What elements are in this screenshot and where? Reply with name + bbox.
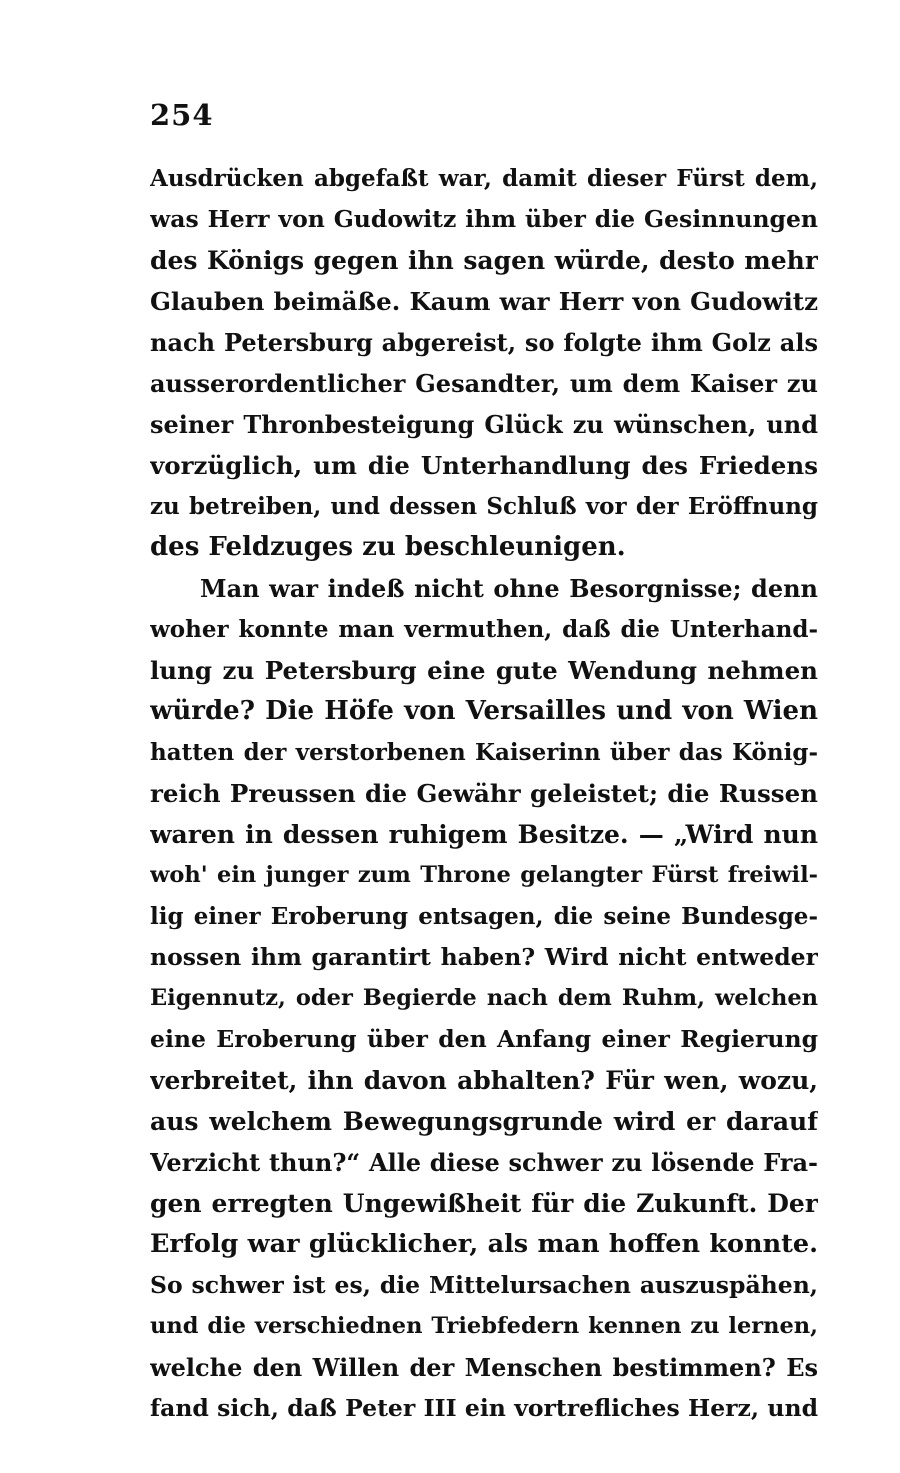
text-line: Ausdrücken abgefaßt war, damit dieser Fürst dem, [150, 165, 818, 192]
text-line: würde? Die Höfe von Versailles und von Wien [150, 696, 818, 726]
text-line: So schwer ist es, die Mittelursachen auszuspähen, [150, 1271, 818, 1299]
text-line: woher konnte man vermuthen, daß die Unterhand- [150, 616, 818, 643]
text-line: hatten der verstorbenen Kaiserinn über das König- [150, 739, 818, 766]
page-number: 254 [150, 98, 214, 132]
text-line: des Feldzuges zu beschleunigen. [150, 532, 626, 562]
text-line: waren in dessen ruhigem Besitze. — „Wird nun [150, 820, 818, 849]
text-line: lig einer Eroberung entsagen, die seine Bundesge- [150, 903, 818, 930]
text-line: des Königs gegen ihn sagen würde, desto mehr [150, 246, 818, 275]
text-line: Verzicht thun?“ Alle diese schwer zu lösende Fra- [150, 1148, 818, 1177]
body-text [150, 158, 818, 1429]
text-line: reich Preussen die Gewähr geleistet; die Russen [150, 779, 818, 808]
text-line: nach Petersburg abgereist, so folgte ihm Golz als [150, 328, 818, 357]
text-line: welche den Willen der Menschen bestimmen? Es [150, 1353, 818, 1382]
text-line: und die verschiednen Triebfedern kennen zu lernen, [150, 1313, 818, 1339]
text-line: zu betreiben, und dessen Schluß vor der Eröffnung [150, 493, 818, 520]
text-line: Glauben beimäße. Kaum war Herr von Gudowitz [150, 287, 818, 316]
text-line: fand sich, daß Peter III ein vortrefliches Herz, und [150, 1394, 818, 1422]
text-line: woh' ein junger zum Throne gelangter Fürst freiwil- [150, 862, 818, 888]
text-line: verbreitet, ihn davon abhalten? Für wen, wozu, [150, 1066, 818, 1095]
text-line: was Herr von Gudowitz ihm über die Gesinnungen [150, 205, 818, 233]
text-line: Erfolg war glücklicher, als man hoffen konnte. [150, 1229, 818, 1259]
text-line: nossen ihm garantirt haben? Wird nicht entweder [150, 943, 818, 971]
text-line: aus welchem Bewegungsgrunde wird er darauf [150, 1107, 818, 1136]
text-line: ausserordentlicher Gesandter, um dem Kaiser zu [150, 369, 818, 398]
text-line: gen erregten Ungewißheit für die Zukunft. Der [150, 1189, 818, 1218]
text-line: Man war indeß nicht ohne Besorgnisse; denn [200, 574, 818, 603]
text-line: lung zu Petersburg eine gute Wendung nehmen [150, 656, 818, 685]
text-line: Eigennutz, oder Begierde nach dem Ruhm, welchen [150, 985, 818, 1011]
text-line: vorzüglich, um die Unterhandlung des Friedens [150, 451, 818, 480]
text-line: eine Eroberung über den Anfang einer Regierung [150, 1025, 818, 1053]
text-line: seiner Thronbesteigung Glück zu wünschen, und [150, 410, 818, 439]
